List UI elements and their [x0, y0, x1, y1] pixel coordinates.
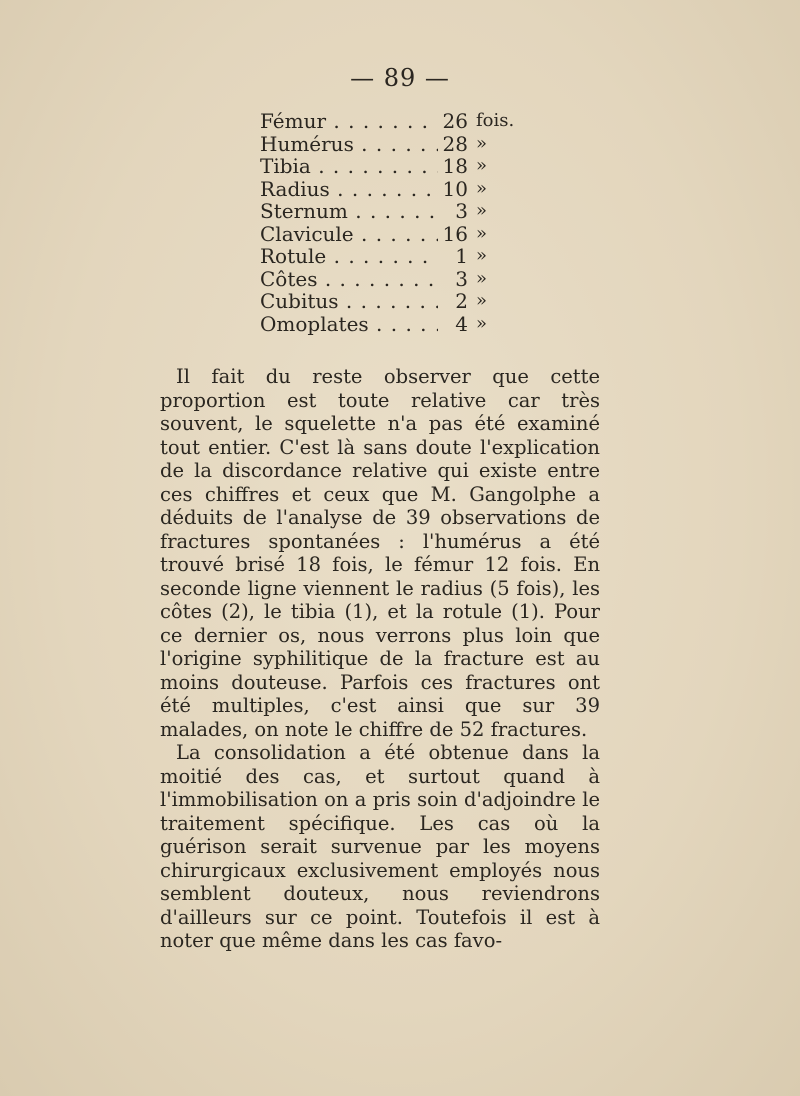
count-unit: »: [476, 200, 488, 221]
bone-name: Tibia . . .: [260, 155, 438, 177]
count-unit: »: [476, 245, 488, 266]
paragraph: La consolidation a été obtenue dans la moitié des cas, et surtout quand à l'immobilisation on a pris soin d'adjoindre le traitement spécifique. Les cas où la guérison serait survenue par les moyens chirurgicaux exclusivement employés nous semblent douteux, nous reviendrons d'ailleurs sur ce point. Toutefois il est à noter que même dans les cas favo-: [160, 741, 600, 952]
bone-name: Fémur . . .: [260, 110, 438, 132]
bone-name: Côtes . . .: [260, 268, 438, 290]
fracture-count: 3: [455, 199, 468, 223]
table-row: [260, 223, 560, 246]
bone-name: Omoplates . . .: [260, 313, 438, 335]
bone-name: Cubitus . . .: [260, 290, 438, 312]
fracture-count: 4: [455, 311, 468, 336]
fracture-count: 2: [455, 289, 468, 313]
bone-name: Clavicule . . .: [260, 223, 438, 245]
page-number: — 89 —: [350, 64, 450, 92]
count-unit: »: [476, 312, 488, 334]
count-unit: »: [476, 222, 488, 244]
count-unit: fois.: [476, 110, 515, 131]
count-unit: »: [476, 177, 488, 199]
table-row: [260, 178, 560, 201]
bone-name: Radius . . .: [260, 178, 438, 200]
fracture-count: 18: [442, 154, 468, 178]
table-row: [260, 133, 560, 156]
paragraph: Il fait du reste observer que cette proportion est toute relative car très souvent, le squelette n'a pas été examiné tout entier. C'est là sans doute l'explication de la discordance relative qui existe entre ces chiffres et ceux que M. Gangolphe a déduits de l'analyse de 39 observations de fractures spontanées : l'humérus a été trouvé brisé 18 fois, le fémur 12 fois. En seconde ligne viennent le radius (5 fois), les côtes (2), le tibia (1), et la rotule (1). Pour ce dernier os, nous verrons plus loin que l'origine syphilitique de la fracture est au moins douteuse. Parfois ces fractures ont été multiples, c'est ainsi que sur 39 malades, on note le chiffre de 52 fractures.: [160, 365, 600, 741]
table-row: [260, 268, 560, 291]
table-row: [260, 155, 560, 178]
count-unit: »: [476, 155, 488, 176]
fracture-count: 28: [442, 131, 468, 156]
bone-name: Rotule . . .: [260, 245, 438, 267]
count-unit: »: [476, 290, 488, 311]
fracture-count: 1: [455, 244, 468, 268]
count-unit: »: [476, 267, 488, 289]
fracture-count: 26: [442, 109, 468, 133]
body-text: [160, 365, 600, 953]
count-unit: »: [476, 132, 488, 154]
table-row: [260, 290, 560, 313]
bone-name: Humérus . . .: [260, 133, 438, 155]
bone-name: Sternum . . .: [260, 200, 438, 222]
fracture-count: 3: [455, 266, 468, 291]
fracture-count: 10: [442, 176, 468, 201]
table-row: [260, 110, 560, 133]
table-row: [260, 313, 560, 336]
fracture-count: 16: [442, 221, 468, 246]
table-row: [260, 245, 560, 268]
fracture-table: [260, 110, 560, 335]
table-row: [260, 200, 560, 223]
